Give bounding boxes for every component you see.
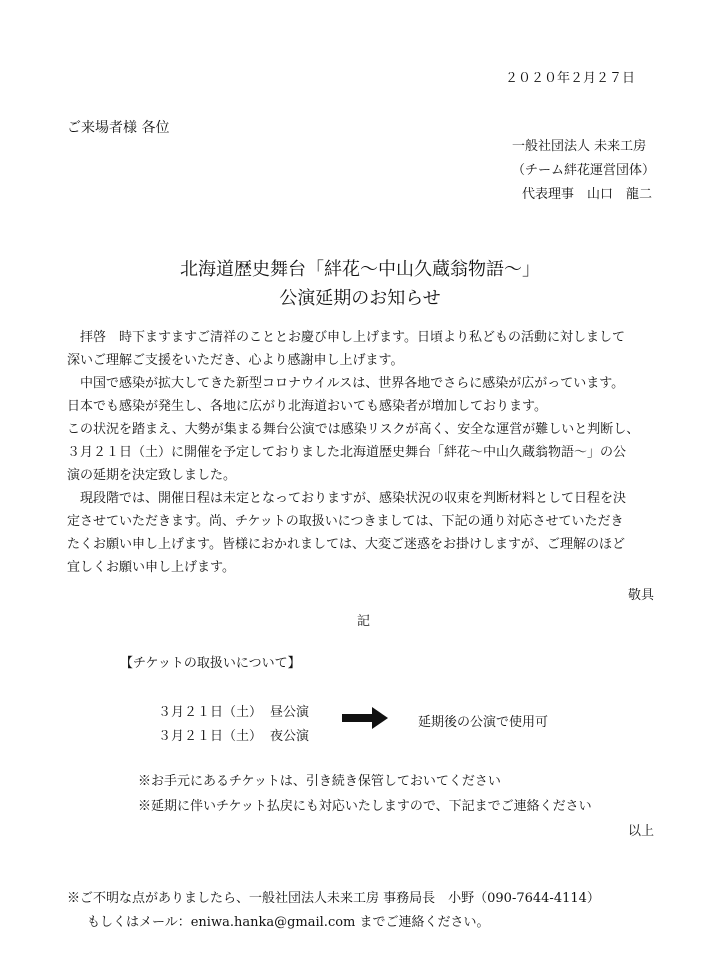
ticket-note-2: ※延期に伴いチケット払戻にも対応いたしますので、下記までご連絡ください xyxy=(138,799,592,814)
ticket-result: 延期後の公演で使用可 xyxy=(418,715,549,730)
body-line: 宜しくお願い申し上げます。 xyxy=(67,560,235,575)
ticket-row-2-show: 夜公演 xyxy=(270,729,310,744)
contact-info: ※ご不明な点がありましたら、一般社団法人未来工房 事務局長 小野（090-7644-4114） xyxy=(67,891,600,906)
ticket-note-1: ※お手元にあるチケットは、引き続き保管しておいてください xyxy=(138,774,501,789)
sender-group: （チーム絆花運営団体） xyxy=(512,163,656,178)
body-text xyxy=(67,326,667,579)
body-line: この状況を踏まえ、大勢が集まる舞台公演では感染リスクが高く、安全な運営が難しいと判断し、 xyxy=(67,422,640,437)
body-line: ３月２１日（土）に開催を予定しておりました北海道歴史舞台「絆花～中山久蔵翁物語～」の公 xyxy=(67,445,627,460)
sender-org: 一般社団法人 未来工房 xyxy=(512,139,647,154)
title-line-1: 北海道歴史舞台「絆花～中山久蔵翁物語～」 xyxy=(180,259,540,280)
ticket-row-2-date: ３月２１日（土） xyxy=(158,729,263,744)
document-date: ２０２０年２月２７日 xyxy=(505,71,636,86)
body-line: たくお願い申し上げます。皆様におかれましては、大変ご迷惑をお掛けしますが、ご理解のほど xyxy=(67,537,625,552)
body-line: 深いご理解ご支援をいただき、心より感謝申し上げます。 xyxy=(67,353,404,368)
ticket-row-1-date: ３月２１日（土） xyxy=(158,705,263,720)
body-line: 日本でも感染が発生し、各地に広がり北海道おいても感染者が増加しております。 xyxy=(67,399,547,414)
ticket-heading: 【チケットの取扱いについて】 xyxy=(120,656,301,671)
body-line: 現段階では、開催日程は未定となっておりますが、感染状況の収束を判断材料として日程を決 xyxy=(67,491,627,506)
sender-representative: 代表理事 山口 龍二 xyxy=(522,187,653,202)
body-line: 中国で感染が拡大してきた新型コロナウイルスは、世界各地でさらに感染が広がっています。 xyxy=(67,376,625,391)
contact-email: もしくはメール：eniwa.hanka@gmail.com までご連絡ください。 xyxy=(87,915,490,930)
arrow-right-icon xyxy=(342,707,390,729)
recipient: ご来場者様 各位 xyxy=(67,120,170,136)
title-line-2: 公演延期のお知らせ xyxy=(279,288,441,309)
body-line: 拝啓 時下ますますご清祥のこととお慶び申し上げます。日頃より私どもの活動に対しまして xyxy=(67,330,625,345)
body-line: 定させていただきます。尚、チケットの取扱いにつきましては、下記の通り対応させていただき xyxy=(67,514,624,529)
ticket-row-1-show: 昼公演 xyxy=(270,705,310,720)
body-line: 演の延期を決定致しました。 xyxy=(67,468,237,483)
closing-ijou: 以上 xyxy=(628,824,655,839)
ki-mark: 記 xyxy=(357,614,371,629)
closing-keigu: 敬具 xyxy=(628,588,655,603)
